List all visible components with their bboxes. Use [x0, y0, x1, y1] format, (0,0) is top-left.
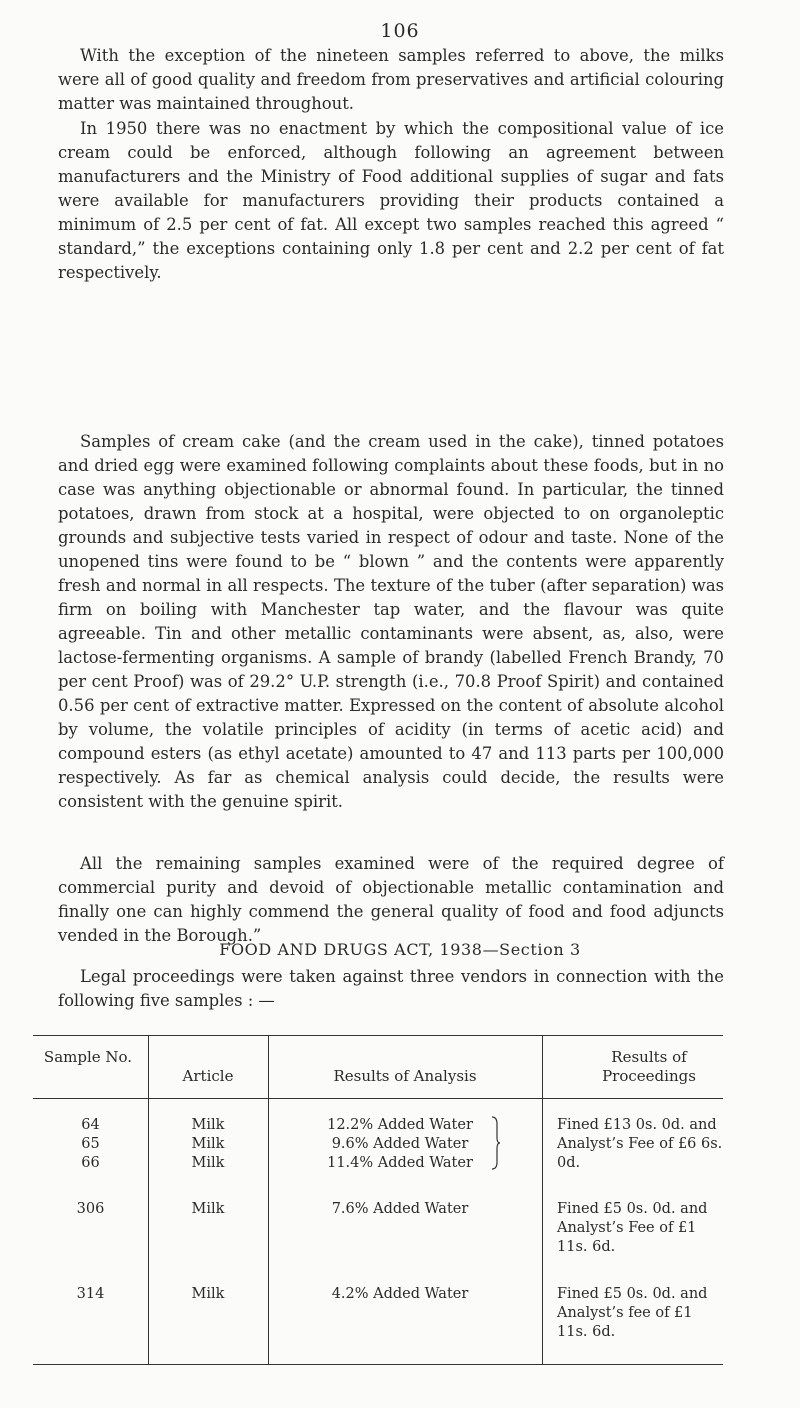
analysis-result: 11.4% Added Water [327, 1155, 473, 1171]
article: Milk [191, 1286, 225, 1302]
proceedings-result: Fined £5 0s. 0d. and Analyst’s Fee of £1 11s. 6d. [557, 1201, 708, 1255]
paragraph-legal-proceedings: Legal proceedings were taken against three vendors in connection with the following five samples : — [58, 967, 724, 1010]
sample-no: 64 [81, 1117, 100, 1133]
header-proceedings: Results of Proceedings [602, 1048, 696, 1085]
article: Milk [191, 1117, 225, 1133]
article: Milk [191, 1201, 225, 1217]
section-heading: FOOD AND DRUGS ACT, 1938—Section 3 [219, 940, 581, 959]
paragraph-complaints: Samples of cream cake (and the cream used in the cake), tinned potatoes and dried egg were examined following complaints about these foods, but in no case was anything objectionable or abnormal found. In particular, the tinned potatoes, drawn from stock at a hospital, were objected to on organoleptic grounds and subjective tests varied in respect of odour and taste. None of the unopened tins were found to be “ blown ” and the contents were apparently fresh and normal in all respects. The texture of the tuber (after separation) was firm on boiling with Manchester tap water, and the flavour was quite agreeable. Tin and other metallic contaminants were absent, as, also, were lactose-fermenting organisms. A sample of brandy (labelled French Brandy, 70 per cent Proof) was of 29.2° U.P. strength (i.e., 70.8 Proof Spirit) and contained 0.56 per cent of extractive matter. Expressed on the content of absolute alcohol by volume, the volatile principles of acidity (in terms of acetic acid) and compound esters (as ethyl acetate) amounted to 47 and 113 parts per 100,000 respectively. As far as chemical analysis could decide, the results were consistent with the genuine spirit. [58, 432, 724, 811]
header-divider [33, 1098, 723, 1099]
article: Milk [191, 1136, 225, 1152]
page-number: 106 [380, 20, 420, 42]
paragraph-ice-cream: In 1950 there was no enactment by which the compositional value of ice cream could be enforced, although following an agreement between manufacturers and the Ministry of Food additional supplies of sugar and fats were available for manufacturers providing their products contained a minimum of 2.5 per cent of fat. All except two samples reached this agreed “ standard,” the exceptions containing only 1.8 per cent and 2.2 per cent of fat respectively. [58, 119, 724, 282]
proceedings-result: Fined £5 0s. 0d. and Analyst’s fee of £1 11s. 6d. [557, 1286, 708, 1340]
paragraph-conclusion: All the remaining samples examined were of the required degree of commercial purity and devoid of objectionable metallic contamination and finally one can highly commend the general quality of food and food adjuncts vended in the Borough.” [58, 854, 724, 945]
sample-no: 314 [76, 1286, 105, 1302]
article: Milk [191, 1155, 225, 1171]
analysis-result: 12.2% Added Water [327, 1117, 473, 1133]
sample-no: 66 [81, 1155, 100, 1171]
header-results: Results of Analysis [333, 1067, 477, 1085]
analysis-result: 7.6% Added Water [331, 1201, 469, 1217]
sample-no: 306 [76, 1201, 105, 1217]
header-sample-no: Sample No. [43, 1048, 133, 1066]
analysis-result: 4.2% Added Water [331, 1286, 469, 1302]
grouping-brace [491, 1116, 500, 1170]
header-article: Article [182, 1067, 234, 1085]
proceedings-result: Fined £13 0s. 0d. and Analyst’s Fee of £6 6s. 0d. [557, 1117, 723, 1171]
paragraph-milk-quality: With the exception of the nineteen samples referred to above, the milks were all of good quality and freedom from preservatives and artificial colouring matter was maintained throughout. [58, 46, 724, 113]
sample-no: 65 [81, 1136, 100, 1152]
analysis-result: 9.6% Added Water [331, 1136, 469, 1152]
proceedings-table [33, 1035, 723, 1365]
column-divider [542, 1036, 543, 1364]
